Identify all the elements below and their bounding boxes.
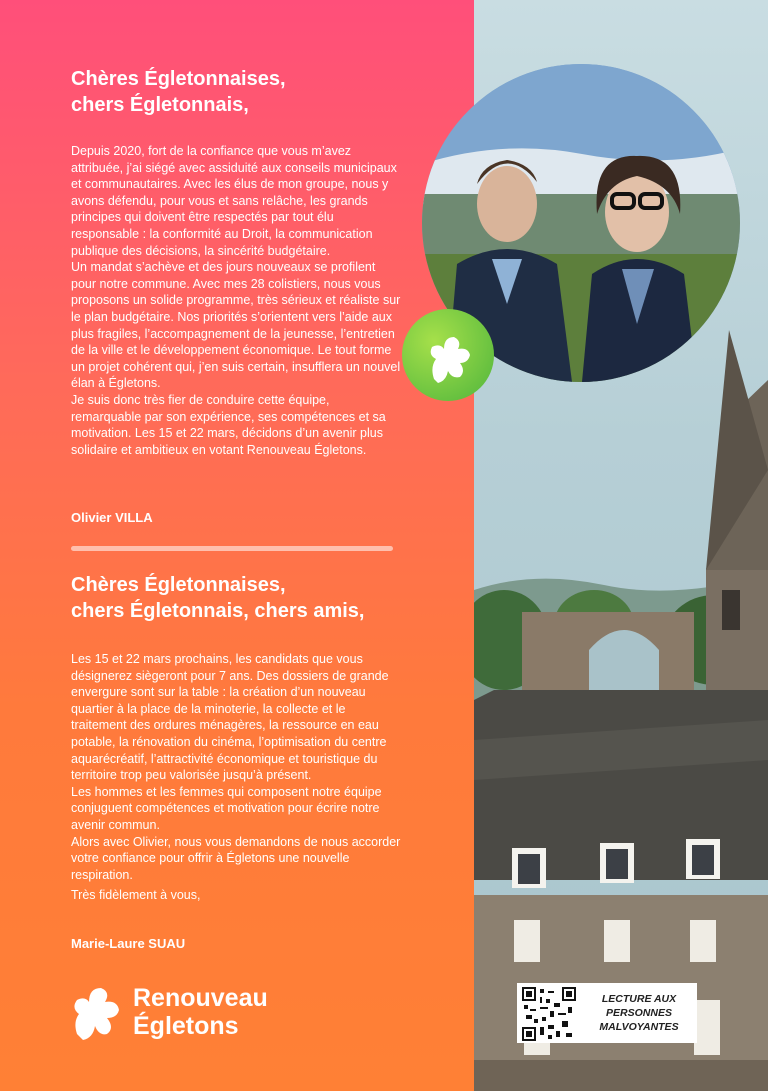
oak-leaf-icon <box>402 309 494 401</box>
letter1-greeting <box>71 66 286 118</box>
letter2-paragraph: Très fidèlement à vous, <box>71 888 201 903</box>
letter1-body <box>71 143 401 458</box>
qr-code-icon[interactable] <box>522 987 576 1041</box>
letter2-body <box>71 651 401 904</box>
letter1-paragraph: Je suis donc très fier de conduire cette équipe, remarquable par son expérience, ses compétences et sa motivation. Les 15 et 22 mars, décidons d’un avenir plus solidaire et ambitieux en votant Renouveau Égletons. <box>71 392 386 457</box>
section-divider <box>71 546 393 551</box>
letter1-greeting-line1: Chères Égletonnaises, <box>71 68 286 90</box>
letter1-greeting-line2: chers Égletonnais, <box>71 94 249 116</box>
letter1-signature: Olivier VILLA <box>71 510 153 525</box>
brand-name-line2: Égletons <box>133 1012 239 1040</box>
letter1-paragraph: Depuis 2020, fort de la confiance que vous m’avez attribuée, j’ai siégé avec assiduité aux conseils municipaux et communautaires. Avec les élus de mon groupe, nous y avons défendu, pour vous et sans relâche, les grands principes qui doivent être respectés par tout élu responsable : la conformité au Droit, la communication publique des décisions, la sincérité budgétaire. <box>71 144 397 258</box>
oak-leaf-logo-icon <box>71 982 125 1040</box>
brand-badge <box>402 309 494 401</box>
letter2-paragraph: Alors avec Olivier, nous vous demandons de nous accorder votre confiance pour offrir à Égletons une nouvelle respiration. <box>71 834 401 882</box>
brand-name <box>133 984 268 1040</box>
letter2-signature: Marie-Laure SUAU <box>71 936 186 951</box>
letter1-paragraph: Un mandat s’achève et des jours nouveaux se profilent pour notre commune. Avec mes 28 colistiers, nous vous proposons un solide programme, très sérieux et réaliste sur le plan budgétaire. Nos priorités s’orientent vers l’aide aux plus fragiles, l’accompagnement de la jeunesse, l’entretien de la ville et le développement économique. Le tout forme un projet cohérent qui, j’en suis certain, insufflera un nouvel élan à Égletons. <box>71 260 401 391</box>
letter2-paragraph: Les hommes et les femmes qui composent notre équipe conjuguent compétences et motivation pour écrire notre avenir commun. <box>71 784 382 832</box>
letter2-greeting <box>71 572 364 624</box>
brand-name-line1: Renouveau <box>133 984 268 1012</box>
letter2-greeting-line2: chers Égletonnais, chers amis, <box>71 600 365 622</box>
brand-logo <box>71 982 125 1045</box>
letter2-greeting-line1: Chères Égletonnaises, <box>71 574 286 596</box>
letter2-paragraph: Les 15 et 22 mars prochains, les candidats que vous désignerez siègeront pour 7 ans. Des dossiers de grande envergure sont sur la table : la création d’un nouveau quartier à la place de la minoterie, la collecte et le traitement des ordures ménagères, la ressource en eau potable, la rénovation du cinéma, l’optimisation du centre aquarécréatif, l’attractivité économique et touristique du territoire trop peu valorisée jusqu’à présent. <box>71 652 389 783</box>
accessibility-label: LECTURE AUX PERSONNES MALVOYANTES <box>599 993 679 1033</box>
